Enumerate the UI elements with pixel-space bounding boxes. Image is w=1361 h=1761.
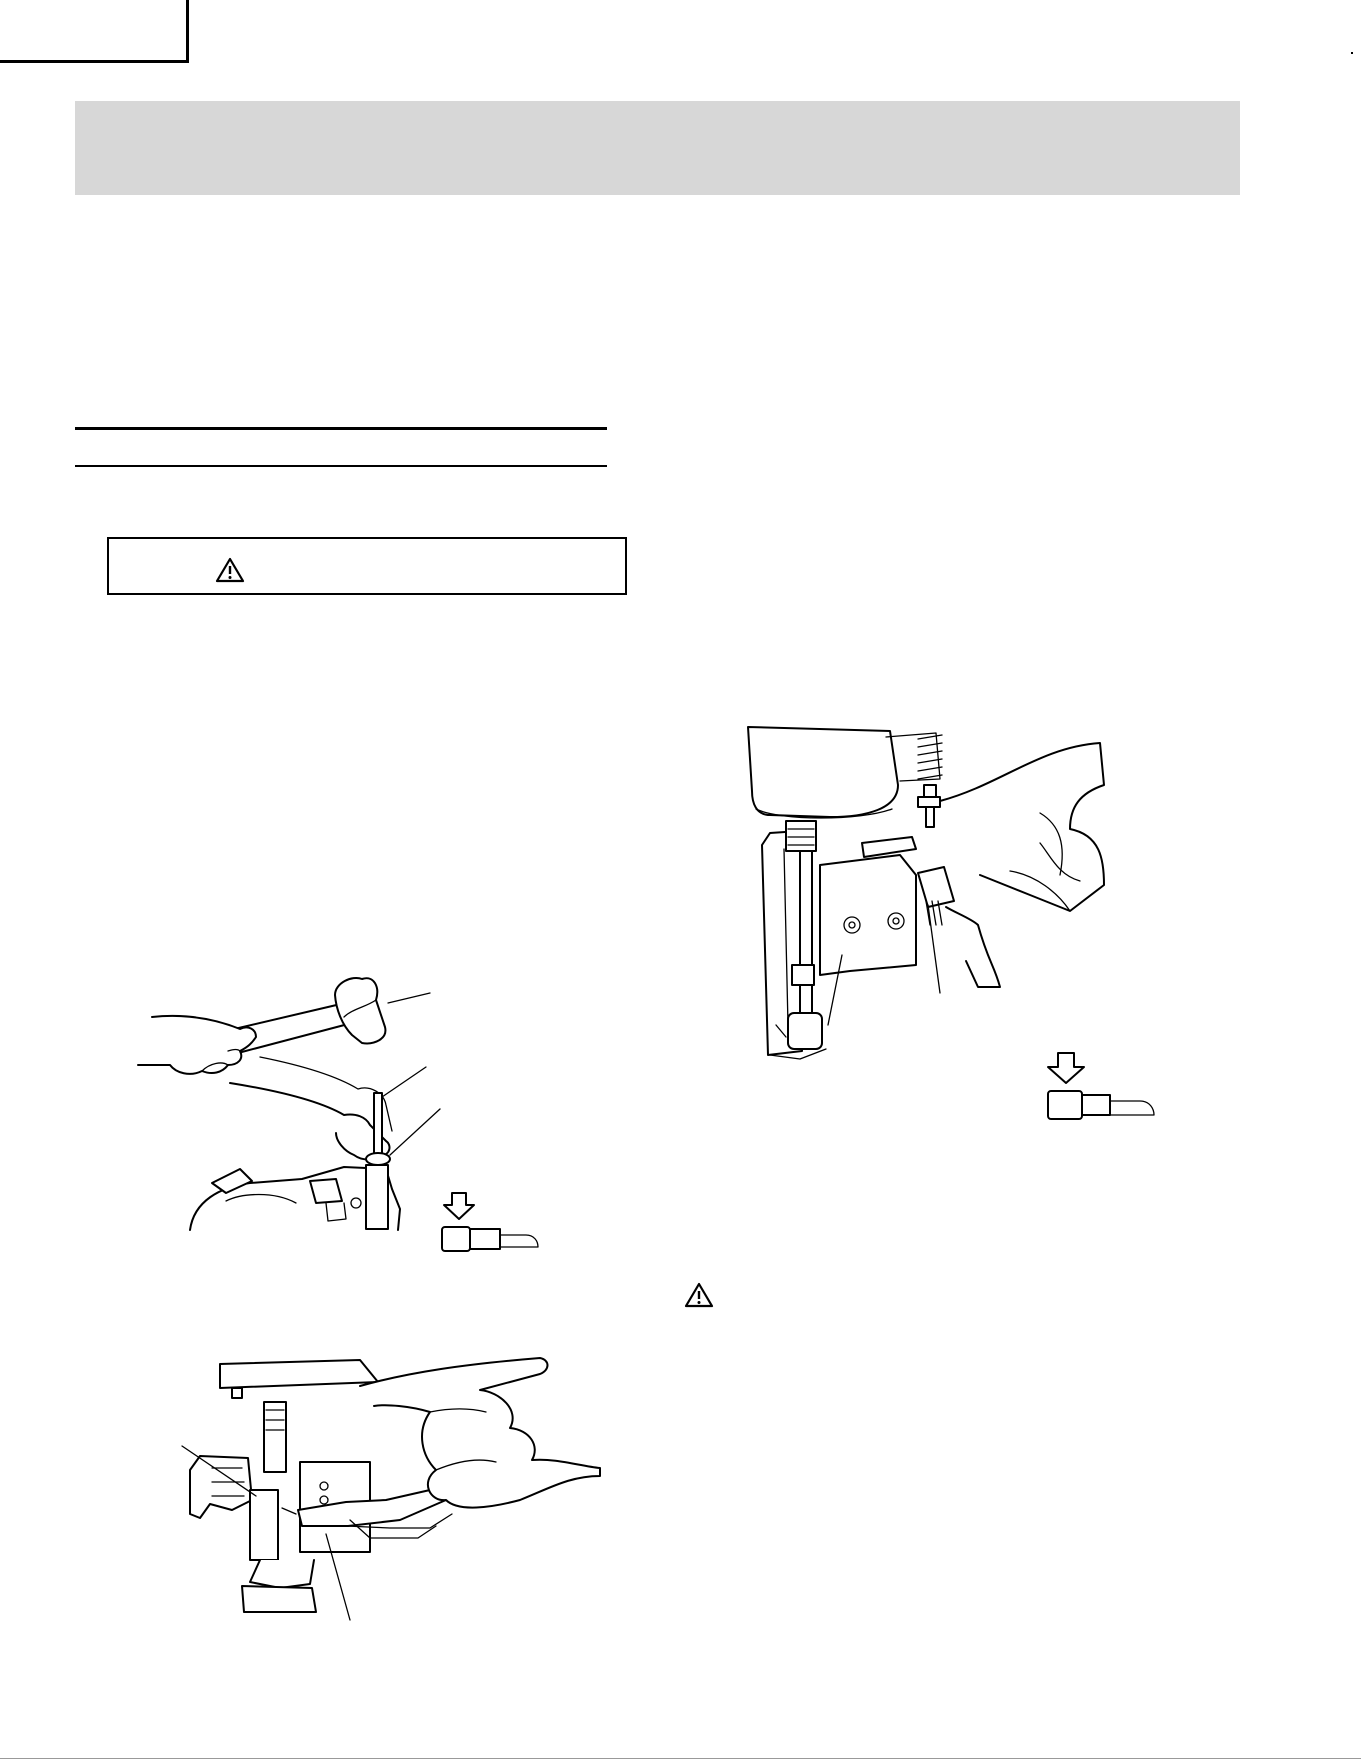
nail-guide-figure [740, 725, 1180, 1145]
page-bottom-edge [0, 1758, 1361, 1759]
down-arrow-icon [444, 1193, 474, 1219]
warning-box [107, 537, 627, 595]
down-arrow-icon [1048, 1053, 1084, 1083]
page-edge-mark [1351, 52, 1353, 54]
page-corner-box [0, 0, 189, 63]
hammer-pin-figure [130, 965, 570, 1275]
warning-triangle-icon [215, 557, 245, 583]
caution-triangle-icon [684, 1282, 714, 1308]
heading-rule-top [75, 427, 607, 430]
heading-rule-bottom [75, 465, 607, 467]
section-header-band [75, 101, 1240, 195]
pliers-figure [160, 1350, 610, 1640]
